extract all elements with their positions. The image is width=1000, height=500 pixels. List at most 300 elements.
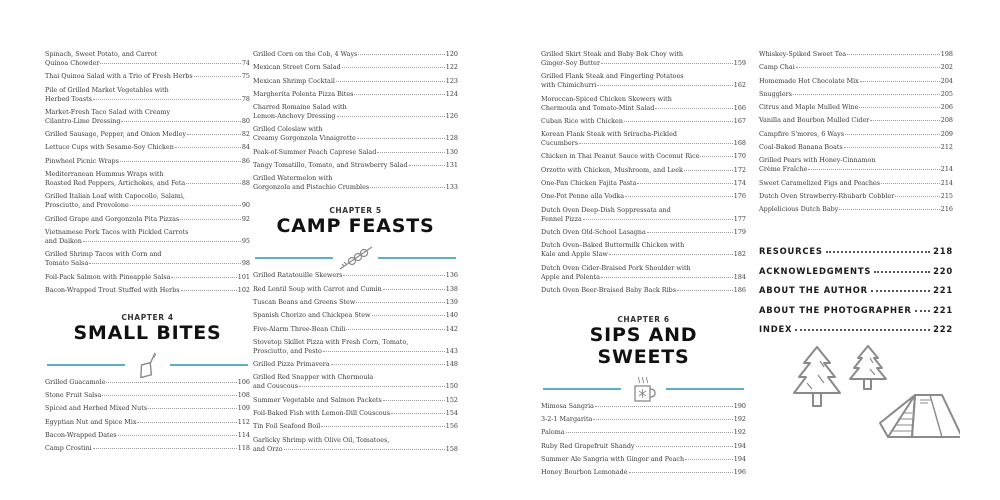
dot-leader [845,133,940,135]
page-number: 177 [733,214,746,223]
entry-title-line: and Couscous [253,382,299,391]
toc-entry[interactable] [45,273,250,282]
dot-leader [377,151,444,153]
entry-title-line: Grilled Skirt Steak and Baby Bok Choy with [541,50,684,58]
page-number: 78 [241,94,250,103]
toc-entry[interactable] [253,125,458,143]
entry-title-line: Spanish Chorizo and Chickpea Stew [253,311,371,320]
toc-entry[interactable] [253,148,458,157]
dot-leader [337,115,445,117]
entry-title-line: Gorgonzola and Pistachio Crumbles [253,183,370,192]
entry-title-line: Prosciutto, and Pesto [253,346,322,355]
entry-title-line: Margherita Polenta Pizza Bites [253,89,354,98]
dot-leader [121,120,240,122]
page-number: 166 [733,103,746,112]
page-number: 109 [237,404,250,413]
toc-entry[interactable] [253,338,458,356]
dot-leader [579,142,733,144]
page-number: 106 [237,377,250,386]
toc-entry[interactable] [45,170,250,188]
entry-title-line: Coal-Baked Banana Boats [759,143,843,152]
dot-leader [870,119,940,121]
pine-tree-icon [794,347,840,406]
page-number: 86 [241,156,250,165]
toc-entry[interactable] [759,103,953,112]
dot-leader [372,314,445,316]
dot-leader [881,182,940,184]
toc-entry[interactable] [541,228,746,237]
page-number: 102 [237,285,250,294]
entry-title-line: Tuscan Beans and Greens Stew [253,297,356,306]
spatula-icon [136,352,160,382]
entry-title-line: 3-2-1 Margarita [541,415,593,424]
dot-leader [93,447,237,449]
toc-entry[interactable] [759,77,953,86]
entry-title-line: Grilled Coleslaw with [253,125,323,134]
toc-entry[interactable] [253,311,458,320]
dot-leader [181,289,237,291]
entry-title-line: Market-Fresh Taco Salad with Creamy [45,107,171,116]
dot-leader [89,262,241,264]
dot-leader [383,399,445,401]
dot-leader [595,405,733,407]
chapter-heading [541,315,746,368]
toc-entry[interactable] [253,373,458,391]
entry-title-line: Grilled Corn on the Cob, 4 Ways [253,50,358,58]
entry-title-line: Vanilla and Bourbon Mulled Cider [759,116,870,125]
page-number: 215 [940,191,953,200]
toc-entry[interactable] [45,418,250,427]
toc-entry[interactable] [759,63,953,72]
toc-entry[interactable] [541,286,746,295]
page-number: 92 [241,214,250,223]
toc-entry[interactable] [253,285,458,294]
toc-column-2 [253,50,458,458]
entry-title-line: Moroccan-Spiced Chicken Skewers with [541,94,672,103]
back-matter-entry[interactable] [759,246,953,256]
entry-title-line: Tomato Salsa [45,259,89,268]
toc-entry[interactable] [541,117,746,126]
page-number: 198 [940,50,953,58]
entry-title-line: Red Lentil Soup with Carrot and Cumin [253,284,382,293]
entry-title-line: Tangy Tomatillo, Tomato, and Strawberry Salad [253,161,408,170]
entry-title-line: Dutch Oven Cider-Braised Pork Shoulder with [541,263,691,272]
dot-leader [915,310,931,312]
entry-title-line: Foil-Baked Fish with Lemon-Dill Couscous [253,409,391,418]
toc-entry[interactable] [541,264,746,282]
entry-title-line: Peak-of-Summer Peach Caprese Salad [253,147,377,156]
entry-title-line: and Orzo [253,444,283,453]
entry-title-line: Paloma [541,428,565,437]
entry-title-line: Campfire S'mores, 6 Ways [759,129,845,138]
entry-title-line: and Daikon [45,236,82,245]
page-number: 118 [237,444,250,453]
page-number: 112 [237,417,250,426]
chapter-heading [45,313,250,344]
dot-leader [860,80,940,82]
toc-entry[interactable] [759,192,953,201]
page-number: 101 [237,272,250,281]
page-number: 221 [933,285,953,296]
entry-title-line: Dutch Oven Strawberry-Rhubarb Cobbler [759,191,895,200]
toc-entry[interactable] [541,468,746,477]
entry-title-line: Egyptian Nut and Spice Mix [45,417,137,426]
page-number: 190 [733,401,746,410]
entry-title-line: Grilled Flank Steak and Fingerling Potatoes [541,72,684,81]
entry-title-line: Grilled Ratatouille Skewers [253,271,343,280]
entry-title-line: Grilled Grape and Gorgonzola Pita Pizzas [45,214,180,223]
dot-leader [685,458,733,460]
dot-leader [677,289,733,291]
back-matter-label: ABOUT THE PHOTOGRAPHER [759,304,912,315]
dot-leader [583,218,733,220]
entry-title-line: Chicken in Thai Peanut Sauce with Coconut Rice [541,152,700,161]
dot-leader [625,195,733,197]
dot-leader [593,418,732,420]
dot-leader [100,62,240,64]
page-number: 214 [940,165,953,174]
entry-title-line: Mexican Street Corn Salad [253,63,341,72]
dot-leader [874,271,930,273]
entry-title-line: Stone Fruit Salsa [45,391,102,400]
dot-leader [566,431,733,433]
page-number: 152 [445,395,458,404]
dot-leader [601,62,733,64]
dot-leader [323,350,445,352]
toc-entry[interactable] [45,108,250,126]
entry-title-line: Bacon-Wrapped Trout Stuffed with Herbs [45,285,180,294]
page-number: 80 [241,116,250,125]
entry-title-line: Spinach, Sweet Potato, and Carrot [45,50,158,58]
back-matter-entry[interactable] [759,305,953,315]
page-number: 184 [733,272,746,281]
dot-leader [871,290,930,292]
toc-entry[interactable] [45,391,250,400]
page-number: 123 [445,76,458,85]
entry-title-line: Dutch Oven Old-School Lasagna [541,227,646,236]
toc-entry[interactable] [541,428,746,437]
dot-leader [601,276,733,278]
page-number: 194 [733,455,746,464]
page-number: 192 [733,428,746,437]
dot-leader [358,53,444,55]
toc-entry[interactable] [45,143,250,152]
page-number: 95 [241,236,250,245]
entry-title-line: Cuban Rice with Chicken [541,116,623,125]
entry-title-line: Spiced and Herbed Mixed Nuts [45,404,148,413]
entry-title-line: Mimosa Sangria [541,401,594,410]
toc-entry[interactable] [541,166,746,175]
dot-leader [194,75,241,77]
page-number: 139 [445,297,458,306]
page-number: 218 [933,246,953,256]
toc-entry[interactable] [45,286,250,295]
entry-title-line: Summer Vegetable and Salmon Packets [253,395,382,404]
entry-title-line: Summer Ale Sangria with Ginger and Peach [541,455,685,464]
entry-title-line: Roasted Red Peppers, Artichokes, and Feta [45,179,186,188]
chapter-number: CHAPTER 6 [617,314,670,324]
accent-rule [543,388,621,390]
dot-leader [130,204,241,206]
dot-leader [93,98,241,100]
entry-title-line: Dutch Oven Deep-Dish Soppressata and [541,205,671,214]
dot-leader [808,168,939,170]
page-number: 220 [933,265,953,276]
page-number: 176 [733,192,746,201]
back-matter-label: RESOURCES [759,246,823,256]
toc-entry[interactable] [759,116,953,125]
toc-column-1 [45,50,250,458]
entry-title-line: Grilled Pizza Primavera [253,360,330,369]
dot-leader [826,251,930,253]
entry-title-line: Grilled Pears with Honey-Cinnamon [759,156,876,165]
back-matter-label: INDEX [759,324,793,335]
dot-leader [391,412,445,414]
page-number: 205 [940,89,953,98]
dot-leader [624,120,733,122]
toc-entry[interactable] [253,90,458,99]
page-number: 172 [733,165,746,174]
dot-leader [343,274,444,276]
toc-entry[interactable] [45,130,250,139]
toc-entry[interactable] [253,161,458,170]
back-matter-label: ABOUT THE AUTHOR [759,285,868,296]
entry-title-line: Whiskey-Spiked Sweet Tea [759,50,847,58]
dot-leader [299,385,445,387]
dot-leader [354,93,444,95]
page-number: 222 [933,324,953,335]
page-number: 74 [241,59,250,67]
toc-entry[interactable] [759,130,953,139]
page-number: 84 [241,143,250,152]
toc-entry[interactable] [253,396,458,405]
entry-title-line: Ruby Red Grapefruit Shandy [541,441,635,450]
toc-entry[interactable] [759,179,953,188]
dot-leader [186,182,241,184]
toc-entry[interactable] [45,50,250,68]
dot-leader [859,106,939,108]
toc-entry[interactable] [253,325,458,334]
dot-leader [839,208,939,210]
entry-title-line: Grilled Shrimp Tacos with Corn and [45,250,162,259]
entry-title-line: Apple and Polenta [541,272,600,281]
camping-illustration [790,345,960,459]
accent-rule [666,388,744,390]
toc-entry[interactable] [253,63,458,72]
entry-title-line: Camp Chai [759,63,795,72]
page-number: 202 [940,63,953,72]
toc-entry[interactable] [541,50,746,68]
entry-title-line: Mexican Shrimp Cocktail [253,76,335,85]
dot-leader [171,276,236,278]
entry-title-line: Bacon-Wrapped Dates [45,431,117,440]
page-number: 122 [445,63,458,72]
toc-entry[interactable] [759,50,953,59]
dot-leader [331,363,445,365]
page-number: 209 [940,129,953,138]
back-matter-entry[interactable] [759,285,953,295]
dot-leader [847,53,940,55]
entry-title-line: Honey Bourbon Lemonade [541,468,628,477]
entry-title-line: Creamy Gorgonzola Vinaigrette [253,134,356,143]
dot-leader [647,231,733,233]
dot-leader [175,146,241,148]
toc-entry[interactable] [253,50,458,59]
toc-entry[interactable] [541,455,746,464]
toc-entry[interactable] [253,298,458,307]
toc-entry[interactable] [541,72,746,90]
page-number: 142 [445,324,458,333]
entry-title-line: Lemon-Anchovy Dressing [253,112,336,121]
page-number: 124 [445,89,458,98]
toc-entry[interactable] [45,192,250,210]
chapter-title: SMALL BITES [73,321,222,344]
page-number: 82 [241,130,250,139]
toc-entry[interactable] [45,431,250,440]
dot-leader [342,66,445,68]
accent-rule [255,257,333,259]
dot-leader [793,93,940,95]
chapter-title: SIPS AND SWEETS [589,323,698,368]
entry-title-line: Crème Fraîche [759,165,808,174]
dot-leader [684,169,733,171]
dot-leader [356,301,444,303]
entry-title-line: Cucumbers [541,139,578,148]
toc-entry[interactable] [45,250,250,268]
entry-title-line: Cilantro-Lime Dressing [45,116,121,125]
entry-title-line: Thai Quinoa Salad with a Trio of Fresh Herbs [45,72,193,81]
toc-entry[interactable] [45,72,250,81]
dot-leader [383,288,445,290]
toc-entry[interactable] [541,241,746,259]
entry-title-line: Grilled Sausage, Pepper, and Onion Medley [45,130,186,139]
dot-leader [637,182,732,184]
dot-leader [895,195,940,197]
entry-title-line: Mediterranean Hummus Wraps with [45,170,164,179]
entry-title-line: Garlicky Shrimp with Olive Oil, Tomatoes, [253,435,390,444]
tent-icon [880,395,960,437]
page-number: 154 [445,409,458,418]
dot-leader [597,84,732,86]
accent-rule [47,364,125,366]
toc-entry[interactable] [759,205,953,214]
entry-title-line: Foil-Pack Salmon with Pineapple Salsa [45,272,171,281]
entry-title-line: Five-Alarm Three-Bean Chili [253,324,346,333]
dot-leader [409,164,445,166]
dot-leader [336,80,445,82]
page-number: 204 [940,76,953,85]
toc-entry[interactable] [541,415,746,424]
entry-title-line: Korean Flank Steak with Sriracha-Pickled [541,130,677,139]
toc-entry[interactable] [45,228,250,246]
page-number: 192 [733,415,746,424]
entry-title-line: Tin Foil Seafood Boil [253,422,321,431]
page-number: 156 [445,422,458,431]
entry-title-line: Grilled Italian Loaf with Capocollo, Salami, [45,192,185,201]
chapter-heading [253,206,458,237]
entry-title-line: Pile of Grilled Market Vegetables with [45,85,169,94]
back-matter-entry[interactable] [759,324,953,334]
toc-column-4 [759,50,953,219]
page-number: 212 [940,143,953,152]
back-matter-entry[interactable] [759,266,953,276]
toc-entry[interactable] [253,77,458,86]
dot-leader [102,394,237,396]
toc-entry[interactable] [45,215,250,224]
entry-title-line: Camp Crostini [45,444,92,453]
entry-title-line: Vietnamese Pork Tacos with Pickled Carrots [45,227,189,236]
pine-tree-icon [850,346,886,389]
page-number: 216 [940,205,953,214]
chapter-number: CHAPTER 4 [121,312,174,322]
toc-entry[interactable] [253,103,458,121]
page-number: 130 [445,147,458,156]
page-number: 208 [940,116,953,125]
toc-entry[interactable] [541,179,746,188]
toc-entry[interactable] [253,422,458,431]
chapter-divider [45,352,250,378]
entry-title-line: Homemade Hot Chocolate Mix [759,76,859,85]
toc-entry[interactable] [541,206,746,224]
toc-entry[interactable] [541,95,746,113]
toc-entry[interactable] [541,152,746,161]
entry-title-line: Herbed Toasts [45,94,92,103]
dot-leader [346,328,444,330]
entry-title-line: with Chimichurri [541,81,597,90]
toc-entry[interactable] [541,130,746,148]
entry-title-line: One-Pan Chicken Fajita Pasta [541,179,637,188]
toc-entry[interactable] [253,436,458,454]
toc-entry[interactable] [759,143,953,152]
page-number: 150 [445,382,458,391]
entry-title-line: Fennel Pizza [541,214,582,223]
toc-column-3 [541,50,746,482]
chapter-divider [253,245,458,271]
page-number: 170 [733,152,746,161]
page-number: 140 [445,311,458,320]
toc-entry[interactable] [759,156,953,174]
entry-title-line: Ginger-Soy Butter [541,59,601,67]
toc-entry[interactable] [45,157,250,166]
page-number: 148 [445,360,458,369]
page-number: 133 [445,183,458,192]
entry-title-line: Dutch Oven Beer-Braised Baby Back Ribs [541,285,677,294]
page-number: 98 [241,259,250,268]
entry-title-line: Grilled Red Snapper with Chermoula [253,373,374,382]
toc-entry[interactable] [45,404,250,413]
page-number: 186 [733,285,746,294]
entry-title-line: Chermoula and Tomato-Mint Salad [541,103,655,112]
toc-entry[interactable] [541,442,746,451]
back-matter-label: ACKNOWLEDGMENTS [759,265,872,276]
entry-title-line: Sweet Caramelized Figs and Peaches [759,178,881,187]
toc-entry[interactable] [253,174,458,192]
entry-title-line: Kale and Apple Slaw [541,250,608,259]
entry-title-line: Pinwheel Picnic Wraps [45,156,119,165]
toc-entry[interactable] [253,360,458,369]
dot-leader [148,407,237,409]
toc-entry[interactable] [541,192,746,201]
toc-entry[interactable] [759,90,953,99]
entry-title-line: Citrus and Maple Mulled Wine [759,103,859,112]
dot-leader [106,381,236,383]
page-number: 131 [445,161,458,170]
toc-entry[interactable] [253,409,458,418]
dot-leader [796,66,940,68]
toc-entry[interactable] [45,86,250,104]
toc-entry[interactable] [45,444,250,453]
page-number: 114 [237,431,250,440]
